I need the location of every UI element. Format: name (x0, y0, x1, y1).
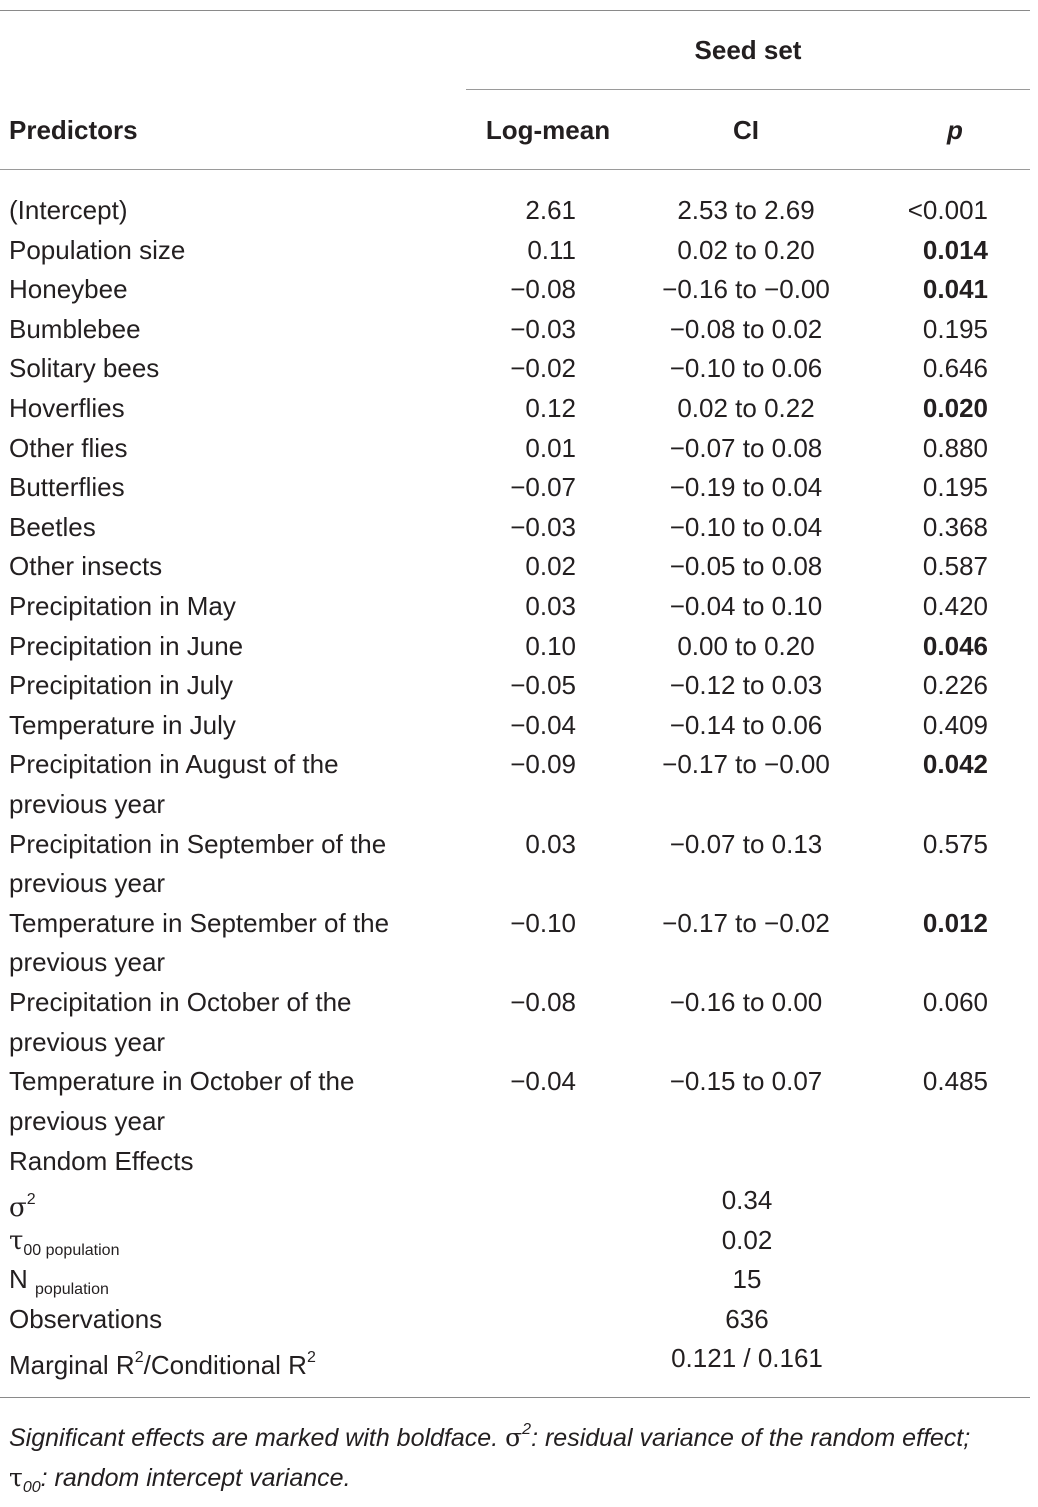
row-p-value: 0.046 (922, 630, 988, 661)
row-predictor-label-continued: previous year (9, 789, 166, 819)
row-predictor-label: Other insects (9, 551, 163, 582)
row-ci: −0.17 to −0.02 (662, 907, 830, 938)
row-p-value: 0.195 (922, 313, 988, 344)
group-header-rule (466, 89, 1030, 90)
sigma-squared-label: $\sigma^2$ (9, 1191, 36, 1223)
row-ci: −0.19 to 0.04 (669, 472, 823, 503)
observations-value: 636 (725, 1304, 769, 1334)
observations-label: Observations (9, 1304, 163, 1334)
row-predictor-label-continued: previous year (9, 947, 166, 978)
row-predictor-label: Population size (9, 234, 186, 265)
row-log-mean: −0.03 (510, 313, 576, 344)
tau00-label: $\tau_{00 population}$ (9, 1226, 120, 1259)
row-p-value: 0.368 (922, 511, 988, 542)
row-predictor-label: Precipitation in June (9, 630, 244, 661)
table-top-rule (0, 10, 1030, 11)
table-footnote: Significant effects are marked with boldface. $\sigma^2$: residual variance of the random effect; $\tau_{00}$: random intercept variance. (9, 1421, 971, 1496)
row-predictor-label: Honeybee (9, 274, 128, 305)
row-p-value: 0.195 (922, 472, 988, 503)
row-ci: −0.10 to 0.06 (669, 353, 823, 384)
row-predictor-label: Butterflies (9, 472, 125, 503)
row-ci: −0.15 to 0.07 (669, 1066, 823, 1097)
row-p-value: 0.226 (922, 670, 988, 701)
sigma-squared-value: 0.34 (721, 1185, 773, 1215)
row-ci: −0.16 to 0.00 (669, 987, 823, 1017)
row-predictor-label: (Intercept) (9, 195, 128, 225)
row-predictor-label: Solitary bees (9, 353, 160, 384)
row-predictor-label-continued: previous year (9, 1026, 166, 1057)
table-bottom-rule (0, 1397, 1030, 1398)
row-p-value: 0.880 (922, 432, 988, 463)
row-predictor-label-continued: previous year (9, 868, 166, 899)
row-p-value: 0.409 (922, 709, 988, 740)
n-population-label: N $_{population}$ (9, 1264, 109, 1298)
row-log-mean: −0.09 (510, 749, 576, 780)
row-p-value: 0.587 (922, 551, 988, 582)
row-log-mean: −0.08 (510, 274, 576, 305)
row-ci: −0.08 to 0.02 (669, 313, 823, 344)
row-ci: 2.53 to 2.69 (677, 195, 815, 225)
r-squared-value: 0.121 / 0.161 (671, 1343, 823, 1373)
row-predictor-label: Precipitation in September of the (9, 828, 387, 859)
n-population-value: 15 (732, 1264, 762, 1294)
tau00-value: 0.02 (721, 1225, 773, 1255)
row-ci: −0.07 to 0.13 (669, 828, 823, 859)
row-log-mean: −0.05 (510, 670, 576, 701)
row-log-mean: 0.01 (525, 432, 576, 463)
column-header-p: p (947, 115, 963, 145)
row-p-value: <0.001 (907, 195, 988, 225)
row-log-mean: 2.61 (525, 195, 576, 225)
row-ci: −0.17 to −0.00 (662, 749, 830, 780)
row-p-value: 0.012 (922, 907, 988, 938)
row-p-value: 0.575 (922, 828, 988, 859)
row-predictor-label: Temperature in October of the (9, 1066, 355, 1097)
row-log-mean: −0.03 (510, 511, 576, 542)
row-log-mean: −0.04 (510, 709, 576, 740)
row-ci: −0.05 to 0.08 (669, 551, 823, 582)
column-header-predictors: Predictors (9, 115, 138, 145)
row-log-mean: 0.11 (527, 234, 576, 265)
row-log-mean: 0.10 (525, 630, 576, 661)
row-predictor-label: Precipitation in August of the (9, 749, 339, 780)
row-predictor-label: Precipitation in May (9, 591, 236, 621)
row-p-value: 0.420 (922, 591, 988, 621)
row-ci: 0.02 to 0.20 (677, 234, 815, 265)
row-log-mean: −0.04 (510, 1066, 576, 1097)
row-log-mean: −0.02 (510, 353, 576, 384)
row-predictor-label: Hoverflies (9, 393, 125, 423)
row-log-mean: −0.07 (510, 472, 576, 503)
row-p-value: 0.014 (922, 234, 988, 265)
row-predictor-label: Temperature in July (9, 709, 236, 740)
row-log-mean: 0.03 (525, 828, 576, 859)
row-p-value: 0.060 (922, 987, 988, 1017)
row-ci: −0.14 to 0.06 (669, 709, 823, 740)
row-p-value: 0.646 (922, 353, 988, 384)
row-ci: −0.16 to −0.00 (662, 274, 830, 305)
row-log-mean: 0.02 (525, 551, 576, 582)
random-effects-heading: Random Effects (9, 1146, 194, 1176)
row-predictor-label: Precipitation in July (9, 670, 233, 701)
header-bottom-rule (0, 169, 1030, 170)
row-p-value: 0.020 (922, 393, 988, 423)
row-ci: −0.04 to 0.10 (669, 591, 823, 621)
row-predictor-label: Bumblebee (9, 313, 141, 344)
row-predictor-label: Other flies (9, 432, 128, 463)
row-ci: 0.00 to 0.20 (677, 630, 815, 661)
row-ci: 0.02 to 0.22 (677, 393, 815, 423)
row-predictor-label-continued: previous year (9, 1105, 166, 1136)
row-log-mean: −0.10 (510, 907, 576, 938)
row-log-mean: 0.12 (525, 393, 576, 423)
row-ci: −0.07 to 0.08 (669, 432, 823, 463)
row-log-mean: −0.08 (510, 987, 576, 1017)
r-squared-label: Marginal $R^2$/Conditional $R^2$ (9, 1349, 316, 1380)
row-p-value: 0.042 (922, 749, 988, 780)
column-header-log-mean: Log-mean (485, 115, 611, 145)
row-predictor-label: Temperature in September of the (9, 907, 390, 938)
row-p-value: 0.041 (922, 274, 988, 305)
row-predictor-label: Precipitation in October of the (9, 987, 352, 1017)
group-header-seed-set: Seed set (694, 35, 802, 65)
row-ci: −0.12 to 0.03 (669, 670, 823, 701)
row-p-value: 0.485 (922, 1066, 988, 1097)
column-header-ci: CI (733, 115, 759, 145)
row-ci: −0.10 to 0.04 (669, 511, 823, 542)
row-predictor-label: Beetles (9, 511, 96, 542)
row-log-mean: 0.03 (525, 591, 576, 621)
